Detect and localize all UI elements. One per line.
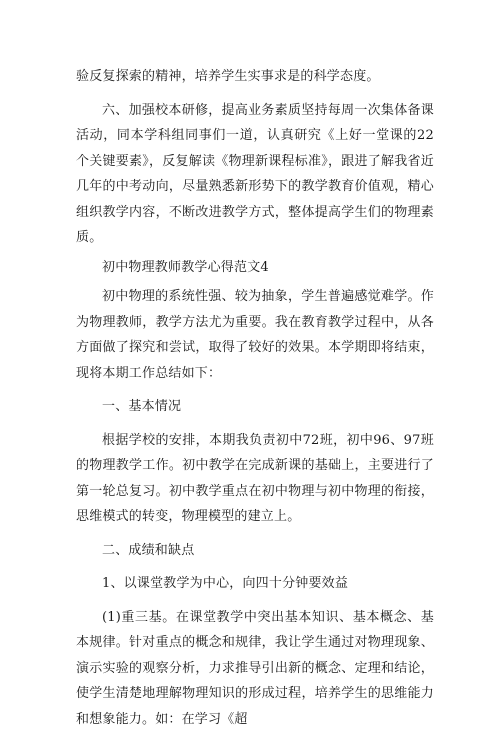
paragraph-continuation: 验反复探索的精神，培养学生实事求是的科学态度。 xyxy=(76,64,434,90)
article-heading: 初中物理教师教学心得范文4 xyxy=(76,255,434,281)
paragraph-three-basics: (1)重三基。在课堂教学中突出基本知识、基本概念、基本规律。针对重点的概念和规律，我让学生通过对物理现象、演示实验的观察分析，力求推导引出新的概念、定理和结论，使学生清楚地理解物理知识的形成过程，培养学生的思维能力和想象能力。如：在学习《超 xyxy=(76,605,434,732)
section-heading-results: 二、成绩和缺点 xyxy=(76,538,434,564)
paragraph-section-six: 六、加强校本研修，提高业务素质坚持每周一次集体备课活动，同本学科组同事们一道，认真研究《上好一堂课的22个关键要素》，反复解读《物理新课程标准》，跟进了解我省近几年的中考动向，尽量熟悉新形势下的教学教育价值观，精心组织教学内容，不断改进教学方式，整体提高学生们的物理素质。 xyxy=(76,98,434,251)
paragraph-basic-situation: 根据学校的安排，本期我负责初中72班，初中96、97班的物理教学工作。初中教学在完成新课的基础上，主要进行了第一轮总复习。初中教学重点在初中物理与初中物理的衔接，思维模式的转变，物理模型的建立上。 xyxy=(76,428,434,530)
section-heading-basic-situation: 一、基本情况 xyxy=(76,394,434,420)
paragraph-intro: 初中物理的系统性强、较为抽象，学生普遍感觉难学。作为物理教师，教学方法尤为重要。我在教育教学过程中，从各方面做了探究和尝试，取得了较好的效果。本学期即将结束，现将本期工作总结如下： xyxy=(76,284,434,386)
subsection-heading-classroom: 1、以课堂教学为中心，向四十分钟要效益 xyxy=(76,571,434,597)
document-body xyxy=(76,64,434,732)
